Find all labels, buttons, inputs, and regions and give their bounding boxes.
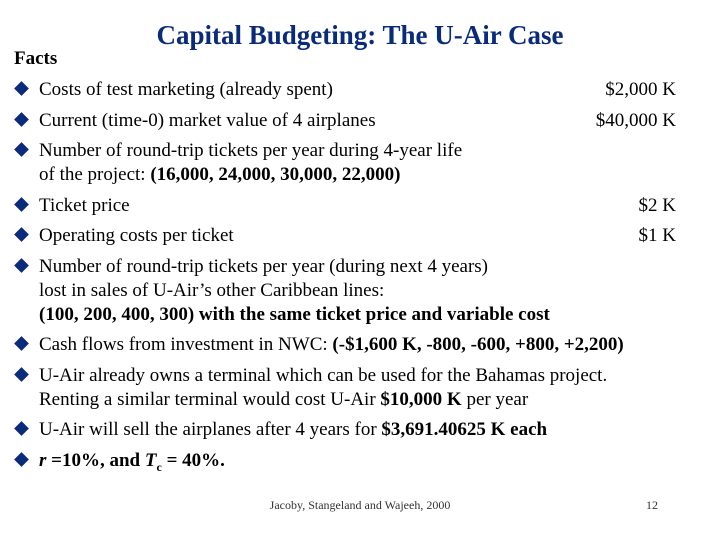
bullet-bold-text: (100, 200, 400, 300) with the same ticket price and variable cost [39,303,550,325]
diamond-bullet-icon [14,367,29,382]
bullet-text: Ticket price [39,194,130,216]
bullet-value: $2,000 K [605,79,676,100]
slide-title: Capital Budgeting: The U-Air Case [156,20,564,50]
section-heading: Facts [14,48,58,69]
list-item [14,255,704,327]
bullet-text: Current (time-0) market value of 4 airplanes [39,109,376,131]
facts-list [14,78,704,485]
bullet-bold-text: $10,000 K [380,388,462,410]
list-item [14,194,704,218]
bullet-text: lost in sales of U-Air’s other Caribbean lines: [39,279,385,301]
bullet-text: U-Air already owns a terminal which can be used for the Bahamas project. [39,364,608,386]
list-item [14,109,704,133]
diamond-bullet-icon [14,336,29,351]
rate-symbol: r [39,449,47,471]
diamond-bullet-icon [14,81,29,96]
bullet-bold-text: =10%, and [46,449,145,471]
bullet-text: per year [461,388,529,410]
footer-credit: Jacoby, Stangeland and Wajeeh, 2000 [269,498,451,512]
list-item [14,224,704,248]
bullet-bold-text: (-$1,600 K, -800, -600, +800, +2,200) [332,334,624,355]
bullet-bold-text: = 40%. [161,449,225,471]
diamond-bullet-icon [14,258,29,273]
tax-subscript: c [156,459,162,474]
bullet-text: of the project: [39,164,151,185]
diamond-bullet-icon [14,197,29,212]
bullet-text: Renting a similar terminal would cost U-Air [39,388,381,410]
bullet-value: $2 K [638,194,676,216]
page-number: 12 [646,498,658,512]
diamond-bullet-icon [14,112,29,127]
diamond-bullet-icon [14,142,29,157]
bullet-text: Cash flows from investment in NWC: [39,334,333,355]
list-item [14,333,704,357]
bullet-value: $40,000 K [595,109,676,131]
bullet-text: Number of round-trip tickets per year (during next 4 years) [39,255,488,277]
list-item [14,418,704,442]
diamond-bullet-icon [14,452,29,467]
bullet-bold-text: (16,000, 24,000, 30,000, 22,000) [150,164,401,185]
bullet-text: Costs of test marketing (already spent) [39,79,333,100]
bullet-text: U-Air will sell the airplanes after 4 years for [39,419,382,440]
bullet-value: $1 K [638,225,676,246]
list-item [14,449,704,479]
diamond-bullet-icon [14,227,29,242]
tax-symbol: T [144,449,157,471]
diamond-bullet-icon [14,421,29,436]
list-item [14,139,704,187]
list-item [14,364,704,412]
bullet-text: Number of round-trip tickets per year during 4-year life [39,140,463,161]
bullet-text: Operating costs per ticket [39,225,234,246]
bullet-bold-text: $3,691.40625 K each [381,419,548,440]
list-item [14,78,704,102]
